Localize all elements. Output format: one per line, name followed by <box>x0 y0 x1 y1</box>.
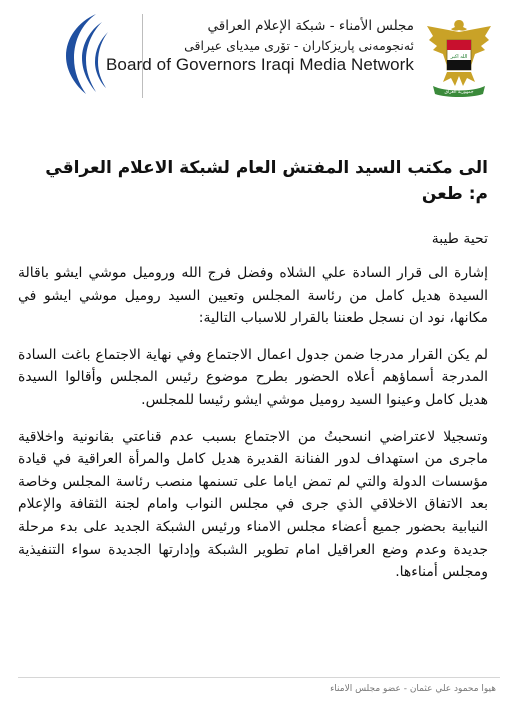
org-name-arabic: مجلس الأمناء - شبكة الإعلام العراقي <box>207 18 414 34</box>
emblem-text: الله اكبر <box>450 54 468 60</box>
footer-divider <box>18 677 500 678</box>
letter-subject: م: طعن <box>421 184 488 204</box>
emblem-ribbon-text: جمهورية العراق <box>444 90 474 95</box>
letter-paragraph: لم يكن القرار مدرجا ضمن جدول اعمال الاجتماع وفي نهاية الاجتماع باغت السادة المدرجة أسماؤهم أعلاه الحضور بطرح موضوع رئيس المجلس وأقالوا السيدة هديل كامل وعينوا السيد روميل موشي ايشو رئيسا للمجلس. <box>18 346 488 408</box>
iraq-eagle-emblem-icon <box>425 16 493 98</box>
letter-paragraph: وتسجيلا لاعتراضي انسحبتُ من الاجتماع بسبب عدم قناعتي بقانونية واخلاقية ماجرى من استهداف لدور الفنانة القديرة هديل كامل والمرأة العراقية في قيادة مؤسسات الدولة والتي لم تمض اياما على تسنمها منصب رئاسة المجلس وخاصة بعد الاتفاق الاخلاقي الذي جرى في مجلس النواب وامام لجنة الثقافة والإعلام النيابية بحضور جميع أعضاء مجلس الامناء ورئيس الشبكة الجديد على بدء مرحلة جديدة وعدم وضع العراقيل امام تطوير الشبكة وإدارتها الجديدة سواء التنفيذية ومجلس أمناءها. <box>18 428 488 581</box>
letter-recipient: الى مكتب السيد المفتش العام لشبكة الاعلام العراقي <box>45 158 488 178</box>
letter-body <box>18 155 488 584</box>
letter-greeting: تحية طيبة <box>431 231 488 247</box>
footer-signature: هيوا محمود علي عثمان - عضو مجلس الامناء <box>330 684 496 694</box>
letter-paragraph: إشارة الى قرار السادة علي الشلاه وفضل فرج الله وروميل موشي ايشو باقالة السيدة هديل كامل من رئاسة المجلس وتعيين السيد روميل موشي ايشو في مكانها، نود ان نسجل طعننا بالقرار للاسباب التالية: <box>18 265 488 327</box>
org-name-kurdish: ئەنجومەنی پاریزکاران - تۆری میدیای عیراقی <box>184 38 414 53</box>
org-name-english: Board of Governors Iraqi Media Network <box>105 55 414 74</box>
letterhead <box>0 0 518 110</box>
